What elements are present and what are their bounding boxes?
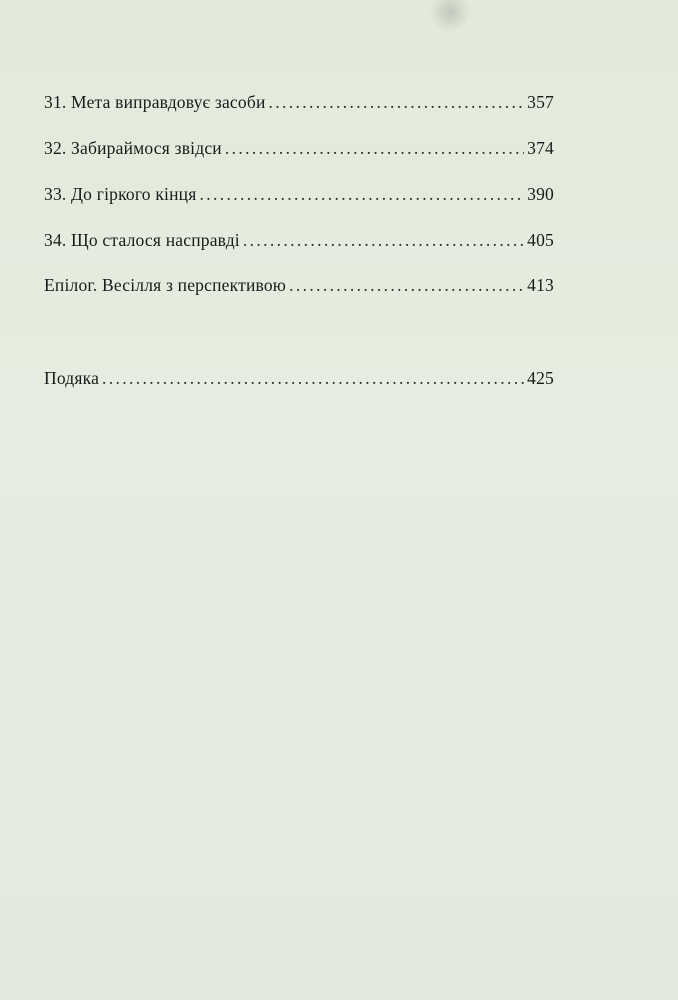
toc-entry-epilogue <box>44 275 554 301</box>
toc-entry-page: 405 <box>527 230 554 250</box>
paper-speck <box>430 0 470 40</box>
toc-entry-page: 357 <box>527 92 554 112</box>
toc-dot-leader <box>102 368 524 389</box>
toc-entry-page: 413 <box>527 275 554 295</box>
toc-entry-acknowledgements <box>44 368 554 394</box>
toc-entry-page: 425 <box>527 368 554 388</box>
toc-entry-title: 32. Забираймося звідси <box>44 138 222 158</box>
toc-entry-title: 34. Що сталося насправді <box>44 230 240 250</box>
toc-entry-page: 390 <box>527 184 554 204</box>
toc-entry-title: Подяка <box>44 368 100 388</box>
toc-entry-title: 33. До гіркого кінця <box>44 184 197 204</box>
toc-dot-leader <box>289 275 524 296</box>
toc-entry <box>44 184 554 210</box>
toc-entry-title: 31. Мета виправдовує засоби <box>44 92 266 112</box>
toc-entry-title: Епілог. Весілля з перспективою <box>44 275 287 295</box>
toc-entry-page: 374 <box>527 138 554 158</box>
toc-entry <box>44 230 554 256</box>
toc-dot-leader <box>199 184 524 205</box>
toc-dot-leader <box>269 92 525 113</box>
toc-dot-leader <box>243 230 524 251</box>
toc-entry <box>44 138 554 164</box>
toc-dot-leader <box>225 138 524 159</box>
toc-entry <box>44 92 554 118</box>
